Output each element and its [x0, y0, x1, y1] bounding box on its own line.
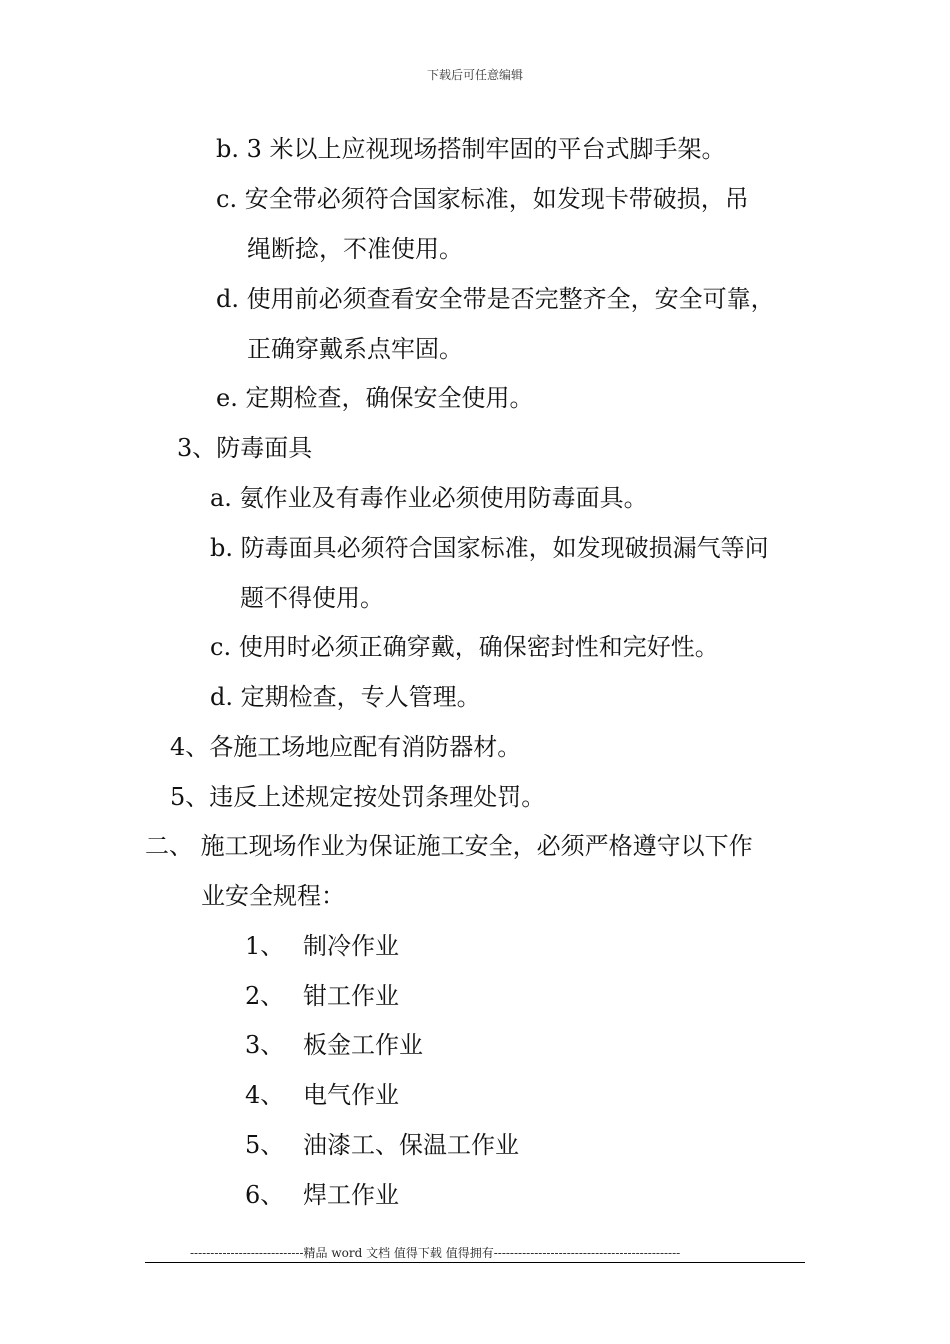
item-5: 5、违反上述规定按处罚条理处罚。 — [170, 783, 546, 811]
item-c-belt-line1: c. 安全带必须符合国家标准，如发现卡带破损，吊 — [216, 185, 749, 213]
list-item — [245, 981, 399, 1011]
item-e-belt: e. 定期检查，确保安全使用。 — [216, 384, 534, 412]
list-item — [245, 1180, 399, 1210]
footer-divider — [145, 1262, 805, 1263]
list-text: 制冷作业 — [303, 932, 399, 960]
list-item — [245, 1080, 399, 1110]
list-number: 4、 — [245, 1081, 285, 1109]
item-b-mask-line2: 题不得使用。 — [240, 584, 384, 612]
list-number: 1、 — [245, 932, 285, 960]
item-b-platform: b. 3 米以上应视现场搭制牢固的平台式脚手架。 — [216, 135, 726, 163]
list-item — [245, 1130, 519, 1160]
page-footer: ----------------------------精品 word 文档 值得下载 值得拥有---------------------------------------------- — [190, 1246, 681, 1260]
item-a-mask: a. 氨作业及有毒作业必须使用防毒面具。 — [210, 484, 648, 512]
list-text: 钳工作业 — [303, 982, 399, 1010]
item-c-belt-line2: 绳断捻，不准使用。 — [247, 235, 463, 263]
list-text: 板金工作业 — [303, 1031, 423, 1059]
item-d-belt-line2: 正确穿戴系点牢固。 — [247, 335, 463, 363]
page-header: 下载后可任意编辑 — [426, 68, 523, 82]
item-c-mask: c. 使用时必须正确穿戴，确保密封性和完好性。 — [210, 633, 719, 661]
list-number: 2、 — [245, 982, 285, 1010]
list-number: 6、 — [245, 1181, 285, 1209]
list-number: 5、 — [245, 1131, 285, 1159]
section-2-heading-line2: 业安全规程： — [201, 882, 345, 910]
list-text: 焊工作业 — [303, 1181, 399, 1209]
item-4: 4、各施工场地应配有消防器材。 — [170, 733, 522, 761]
list-text: 电气作业 — [303, 1081, 399, 1109]
item-d-belt-line1: d. 使用前必须查看安全带是否完整齐全，安全可靠， — [216, 285, 775, 313]
list-item — [245, 931, 399, 961]
item-d-mask: d. 定期检查，专人管理。 — [210, 683, 481, 711]
item-b-mask-line1: b. 防毒面具必须符合国家标准，如发现破损漏气等问 — [210, 534, 769, 562]
list-number: 3、 — [245, 1031, 285, 1059]
section-3-heading: 3、防毒面具 — [177, 434, 313, 462]
list-text: 油漆工、保温工作业 — [303, 1131, 519, 1159]
list-item — [245, 1030, 423, 1060]
section-2-heading-line1: 二、 施工现场作业为保证施工安全，必须严格遵守以下作 — [145, 832, 753, 860]
